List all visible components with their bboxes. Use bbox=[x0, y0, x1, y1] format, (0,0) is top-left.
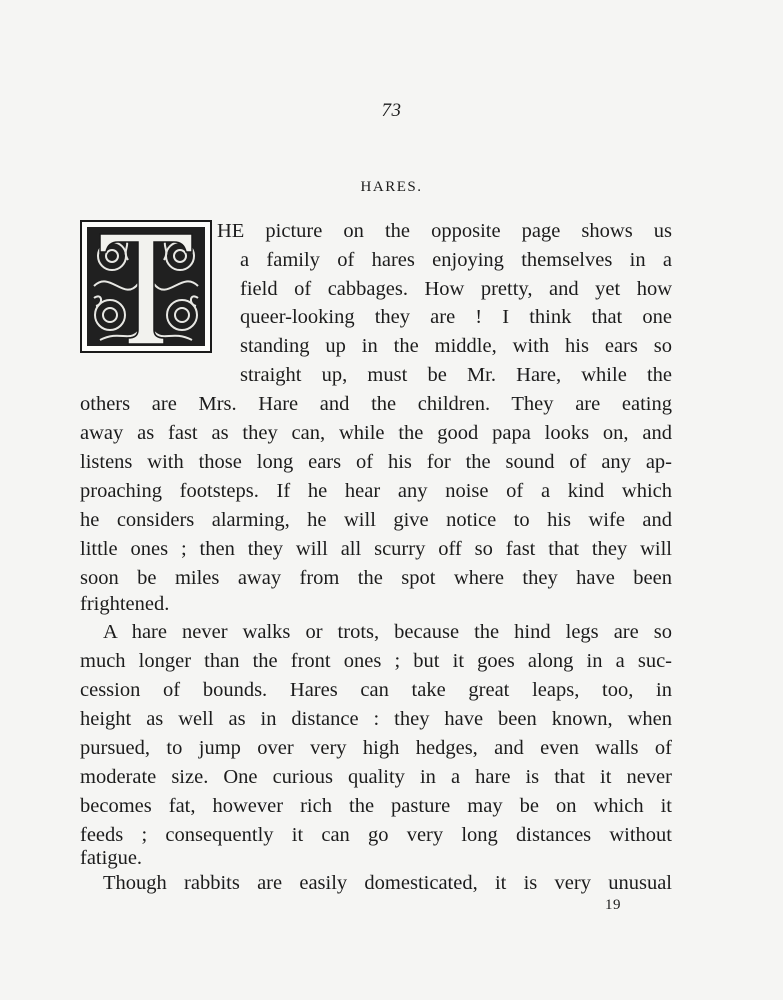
text-line-11: he considers alarming, he will give notice to his wife and bbox=[80, 509, 672, 531]
text-line-20: moderate size. One curious quality in a hare is that it never bbox=[80, 766, 672, 788]
text-line-16: much longer than the front ones ; but it goes along in a suc- bbox=[80, 650, 672, 672]
text-line-14: frightened. bbox=[80, 593, 170, 615]
text-line-2: a family of hares enjoying themselves in a bbox=[240, 249, 672, 271]
text-line-10: proaching footsteps. If he hear any noise of a kind which bbox=[80, 480, 672, 502]
text-line-7: others are Mrs. Hare and the children. They are eating bbox=[80, 393, 672, 415]
text-line-8: away as fast as they can, while the good papa looks on, and bbox=[80, 422, 672, 444]
text-line-13: soon be miles away from the spot where they have been bbox=[80, 567, 672, 589]
text-line-21: becomes fat, however rich the pasture may be on which it bbox=[80, 795, 672, 817]
page-number: 73 bbox=[381, 100, 402, 121]
text-line-15: A hare never walks or trots, because the hind legs are so bbox=[103, 621, 672, 643]
text-line-3: field of cabbages. How pretty, and yet how bbox=[240, 278, 672, 300]
text-line-5: standing up in the middle, with his ears so bbox=[240, 335, 672, 357]
text-line-4: queer-looking they are ! I think that one bbox=[240, 306, 672, 328]
text-line-1: HE picture on the opposite page shows us bbox=[217, 220, 672, 242]
ornamental-drop-cap-icon bbox=[80, 220, 212, 353]
text-line-6: straight up, must be Mr. Hare, while the bbox=[240, 364, 672, 386]
text-line-22: feeds ; consequently it can go very long distances without bbox=[80, 824, 672, 846]
text-line-18: height as well as in distance : they have been known, when bbox=[80, 708, 672, 730]
text-line-12: little ones ; then they will all scurry off so fast that they will bbox=[80, 538, 672, 560]
text-line-23: fatigue. bbox=[80, 847, 143, 869]
text-line-24: Though rabbits are easily domesticated, it is very unusual bbox=[103, 872, 672, 894]
text-line-17: cession of bounds. Hares can take great leaps, too, in bbox=[80, 679, 672, 701]
text-line-9: listens with those long ears of his for the sound of any ap- bbox=[80, 451, 672, 473]
chapter-title: HARES. bbox=[360, 179, 423, 195]
signature-mark: 19 bbox=[605, 897, 621, 913]
text-line-19: pursued, to jump over very high hedges, and even walls of bbox=[80, 737, 672, 759]
ornamental-initial bbox=[80, 220, 212, 353]
